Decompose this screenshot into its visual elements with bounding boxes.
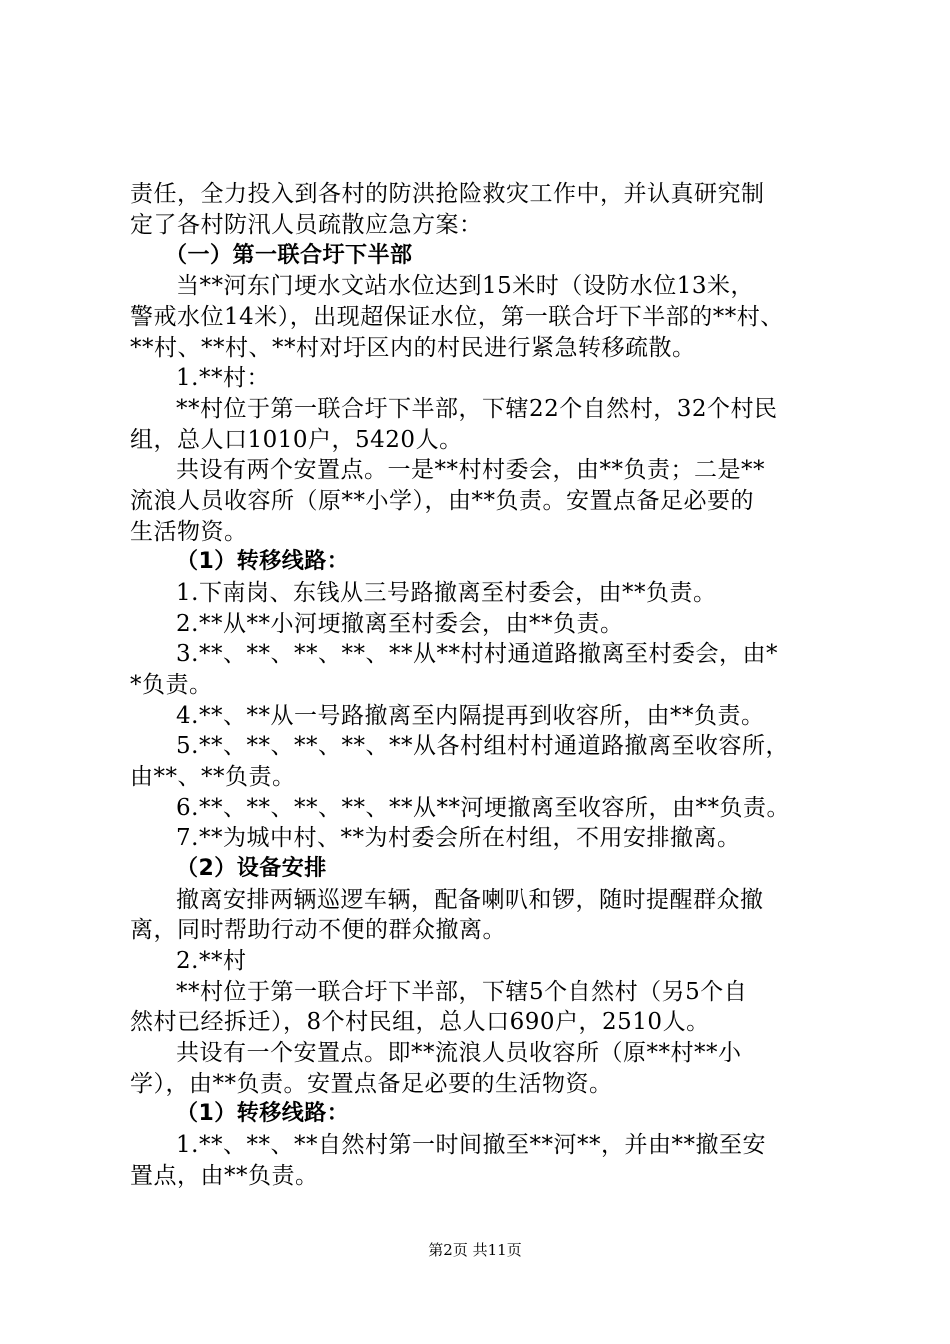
body-text-line: 撤离安排两辆巡逻车辆，配备喇叭和锣，随时提醒群众撤 [176,887,764,913]
body-text-line: **村位于第一联合圩下半部，下辖22个自然村，32个村民 [176,396,778,422]
list-item: 7.**为城中村、**为村委会所在村组，不用安排撤离。 [176,825,741,851]
body-text-line: 责任，全力投入到各村的防洪抢险救灾工作中，并认真研究制 [130,181,765,207]
body-text-line: 生活物资。 [130,519,248,545]
list-item: 3.**、**、**、**、**从**村村通道路撤离至村委会，由* [176,641,778,667]
subsection-heading: （2）设备安排 [176,856,327,881]
body-text-line: 共设有两个安置点。一是**村村委会，由**负责；二是** [176,457,765,483]
body-text-line: 共设有一个安置点。即**流浪人员收容所（原**村**小 [176,1040,742,1066]
list-item: 5.**、**、**、**、**从各村组村村通道路撤离至收容所， [176,733,789,759]
body-text-line: **村位于第一联合圩下半部，下辖5个自然村（另5个自 [176,979,748,1005]
list-item: 6.**、**、**、**、**从**河埂撤离至收容所，由**负责。 [176,795,790,821]
subsection-heading: 2.**村 [176,948,247,974]
list-item-continuation: 由**、**负责。 [130,764,296,790]
body-text-line: 然村已经拆迁），8个村民组，总人口690户，2510人。 [130,1009,710,1035]
section-heading: （一）第一联合圩下半部 [165,243,413,268]
body-text-line: 当**河东门埂水文站水位达到15米时（设防水位13米， [176,273,755,299]
body-text-line: 定了各村防汛人员疏散应急方案： [130,212,483,238]
list-item: 1.**、**、**自然村第一时间撤至**河**，并由**撤至安 [176,1132,766,1158]
list-item: 4.**、**从一号路撤离至内隔提再到收容所，由**负责。 [176,703,765,729]
body-text-line: 组，总人口1010户，5420人。 [130,427,463,453]
body-text-line: 离，同时帮助行动不便的群众撤离。 [130,917,506,943]
body-text-line: 流浪人员收容所（原**小学），由**负责。安置点备足必要的 [130,488,754,514]
subsection-heading: （1）转移线路： [176,1101,350,1126]
list-item-continuation: 置点，由**负责。 [130,1163,319,1189]
body-text-line: 警戒水位14米），出现超保证水位，第一联合圩下半部的**村、 [130,304,784,330]
body-text-line: 学），由**负责。安置点备足必要的生活物资。 [130,1071,613,1097]
subsection-heading: （1）转移线路： [176,549,350,574]
list-item: 1.下南岗、东钱从三号路撤离至村委会，由**负责。 [176,580,717,606]
body-text-line: **村、**村、**村对圩区内的村民进行紧急转移疏散。 [130,335,696,361]
list-item: 2.**从**小河埂撤离至村委会，由**负责。 [176,611,624,637]
page-footer: 第2页 共11页 [428,1241,522,1259]
subsection-heading: 1.**村： [176,365,270,391]
list-item-continuation: *负责。 [130,672,213,698]
